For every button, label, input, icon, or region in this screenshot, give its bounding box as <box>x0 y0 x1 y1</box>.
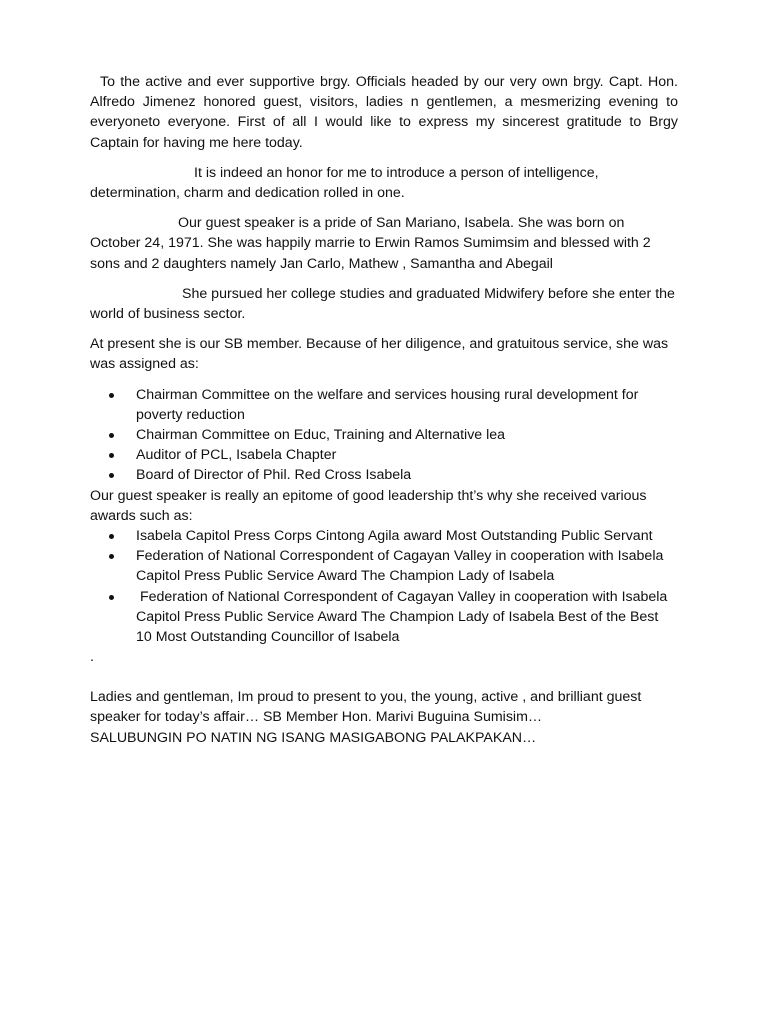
committee-item-text: Chairman Committee on Educ, Training and Alternative lea <box>136 427 506 444</box>
closing-call-line: SALUBUNGIN PO NATIN NG ISANG MASIGABONG PALAKPAKAN… <box>90 729 537 746</box>
list-item <box>90 465 678 485</box>
closing-paragraph: Ladies and gentleman, Im proud to present to you, the young, active , and brilliant guest speaker for today’s affair… SB Member Hon. Marivi Buguina Sumisim… <box>90 689 642 726</box>
list-item <box>90 546 678 586</box>
bullet-icon <box>109 453 114 458</box>
list-item <box>90 526 678 546</box>
committee-item-text: Board of Director of Phil. Red Cross Isabela <box>136 467 412 484</box>
award-item-text: Isabela Capitol Press Corps Cintong Agila award Most Outstanding Public Servant <box>136 528 653 545</box>
awards-list <box>90 526 678 647</box>
award-item-text: Federation of National Correspondent of Cagayan Valley in cooperation with Isabela Capitol Press Public Service Award The Champion Lady of Isabela Best of the Best 10 Most Outstanding Councillor of Isabela <box>136 588 672 646</box>
list-item <box>90 385 678 425</box>
committee-list <box>90 385 678 486</box>
background-paragraph: Our guest speaker is a pride of San Mariano, Isabela. She was born on October 24, 1971. She was happily marrie to Erwin Ramos Sumimsim and blessed with 2 sons and 2 daughters namely Jan Carlo, Mathew , Samantha and Abegail <box>90 215 651 272</box>
committee-item-text: Auditor of PCL, Isabela Chapter <box>136 447 337 464</box>
bullet-icon <box>109 534 114 539</box>
bullet-icon <box>109 554 114 559</box>
committee-item-text: Chairman Committee on the welfare and services housing rural development for poverty reduction <box>136 386 639 423</box>
awards-intro-paragraph: Our guest speaker is really an epitome of good leadership tht’s why she received various awards such as: <box>90 487 647 524</box>
position-paragraph: At present she is our SB member. Because of her diligence, and gratuitous service, she was was assigned as: <box>90 336 669 373</box>
opening-paragraph: To the active and ever supportive brgy. Officials headed by our very own brgy. Capt. Hon. Alfredo Jimenez honored guest, visitors, ladies n gentlemen, a mesmerizing evening to everyoneto everyone. First of all I would like to express my sincerest gratitude to Brgy Captain for having me here today. <box>90 74 678 151</box>
stray-period: . <box>90 649 94 666</box>
bullet-icon <box>109 433 114 438</box>
bullet-icon <box>109 595 114 600</box>
list-item <box>90 587 678 648</box>
list-item <box>90 425 678 445</box>
bullet-icon <box>109 473 114 478</box>
introduction-paragraph: It is indeed an honor for me to introduce a person of intelligence, determination, charm and dedication rolled in one. <box>90 164 599 202</box>
award-item-text: Federation of National Correspondent of Cagayan Valley in cooperation with Isabela Capitol Press Public Service Award The Champion Lady of Isabela <box>136 548 664 585</box>
education-paragraph: She pursued her college studies and graduated Midwifery before she enter the world of business sector. <box>90 285 675 323</box>
list-item <box>90 445 678 465</box>
document-page <box>90 72 678 758</box>
bullet-icon <box>109 393 114 398</box>
